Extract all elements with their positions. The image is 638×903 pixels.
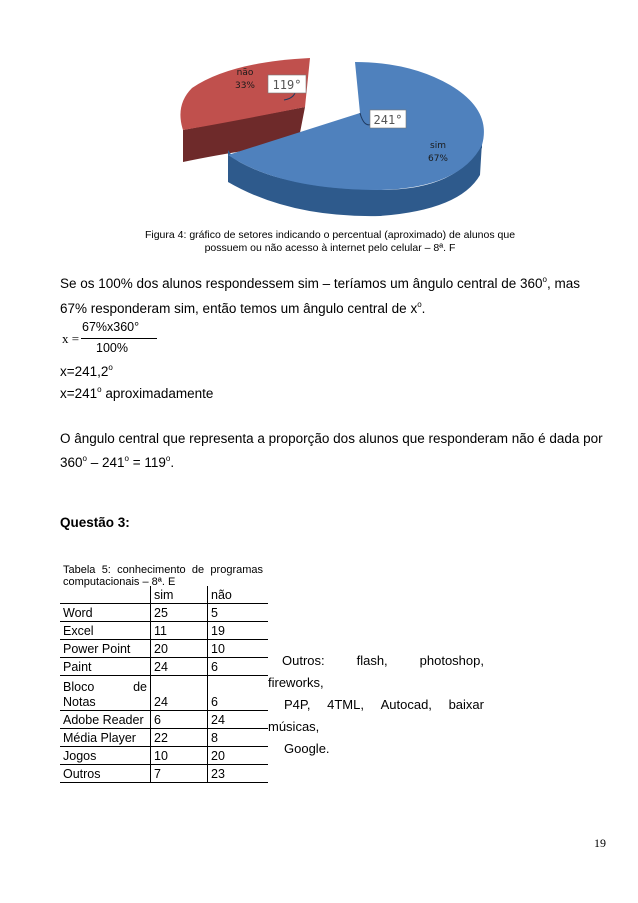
result-line2 <box>60 386 213 401</box>
table-row <box>60 676 268 711</box>
bloco-word: Bloco <box>63 680 95 694</box>
figure-caption-line1: Figura 4: gráfico de setores indicando o percentual (aproximado) de alunos que <box>144 229 516 241</box>
table-row <box>60 640 268 658</box>
text: x=241 <box>60 386 98 401</box>
table-cell: 6 <box>208 658 269 676</box>
table-row <box>60 658 268 676</box>
superscript: o <box>108 363 113 372</box>
table-caption <box>63 564 263 588</box>
table-cell: Outros <box>60 765 151 783</box>
angle-label-sim: 241° <box>373 113 403 127</box>
note-line: Google. <box>284 741 330 756</box>
table-cell: 7 <box>151 765 208 783</box>
text: aproximadamente <box>101 386 214 401</box>
table-row <box>60 765 268 783</box>
note-word: photoshop, <box>419 653 484 668</box>
table-cell: 5 <box>208 604 269 622</box>
table-cell: 10 <box>151 747 208 765</box>
superscript: o <box>82 454 87 463</box>
result-line1 <box>60 364 113 379</box>
text: x=241,2 <box>60 364 109 379</box>
page-number: 19 <box>594 836 606 850</box>
label-nao-pct: 33% <box>234 81 256 91</box>
text: 360 <box>60 455 83 470</box>
superscript: o <box>124 454 129 463</box>
table-cell: 20 <box>208 747 269 765</box>
note-word: P4P, <box>284 697 311 712</box>
table-cell: 11 <box>151 622 208 640</box>
table-cell: Excel <box>60 622 151 640</box>
note-word: flash, <box>356 653 388 668</box>
table-header-row <box>60 586 268 604</box>
data-table <box>60 586 268 783</box>
section-heading: Questão 3: <box>60 515 130 530</box>
table-cell: 6 <box>208 676 269 711</box>
text: Se os 100% dos alunos respondessem sim – teríamos um ângulo central de 360 <box>60 276 543 291</box>
superscript: o <box>97 385 102 394</box>
label-sim-pct: 67% <box>427 154 449 164</box>
text: . <box>170 455 175 470</box>
table-cell: 23 <box>208 765 269 783</box>
formula <box>62 320 152 360</box>
table-row <box>60 604 268 622</box>
header-cell: sim <box>151 586 208 604</box>
table-cell: Power Point <box>60 640 151 658</box>
text: = 119 <box>128 455 166 470</box>
paragraph2-line1: O ângulo central que representa a proporção dos alunos que responderam não é dada por <box>60 431 603 446</box>
table-cell: Paint <box>60 658 151 676</box>
table-cell: 20 <box>151 640 208 658</box>
table-row <box>60 747 268 765</box>
note-line: fireworks, <box>268 675 324 690</box>
formula-lhs: x = <box>62 331 80 346</box>
caption-word: programas <box>210 564 263 576</box>
note-word: 4TML, <box>327 697 364 712</box>
table-cell: 8 <box>208 729 269 747</box>
label-sim: sim <box>430 141 446 151</box>
table-row <box>60 711 268 729</box>
header-cell <box>60 586 151 604</box>
table-cell: 22 <box>151 729 208 747</box>
formula-denominator: 100% <box>96 341 128 355</box>
caption-word: Tabela <box>63 564 96 576</box>
paragraph1-line2 <box>60 301 425 316</box>
superscript: o <box>165 454 171 463</box>
table-cell: Jogos <box>60 747 151 765</box>
note-word: baixar <box>448 697 484 712</box>
paragraph1-line1 <box>60 276 580 291</box>
label-nao: não <box>236 68 254 78</box>
outros-note <box>268 650 484 760</box>
table-cell: 6 <box>151 711 208 729</box>
header-cell: não <box>208 586 269 604</box>
table-row <box>60 729 268 747</box>
caption-line2: computacionais – 8ª. E <box>63 576 176 588</box>
superscript: o <box>417 300 422 309</box>
pie-chart <box>170 50 500 222</box>
superscript: o <box>542 275 547 284</box>
table-cell: 19 <box>208 622 269 640</box>
table-cell: 24 <box>208 711 269 729</box>
figure-caption-line2: possuem ou não acesso à internet pelo celular – 8ª. F <box>204 242 456 254</box>
table-cell: 24 <box>151 658 208 676</box>
note-word: Outros: <box>282 653 325 668</box>
paragraph2-line2 <box>60 455 174 470</box>
note-line: músicas, <box>268 719 320 734</box>
table-cell: 10 <box>208 640 269 658</box>
table-cell: Adobe Reader <box>60 711 151 729</box>
angle-label-nao: 119° <box>272 78 302 92</box>
text: . <box>421 301 426 316</box>
table-cell: 24 <box>151 676 208 711</box>
text: – 241 <box>86 455 125 470</box>
notas-word: Notas <box>63 695 96 709</box>
caption-word: de <box>191 564 205 576</box>
bloco-word: de <box>133 680 147 694</box>
table-cell: Word <box>60 604 151 622</box>
figure-caption <box>60 229 600 255</box>
table-cell <box>60 676 151 711</box>
fraction-bar <box>81 338 157 339</box>
text: 67% responderam sim, então temos um ângulo central de x <box>60 301 418 316</box>
note-word: Autocad, <box>380 697 432 712</box>
caption-word: conhecimento <box>117 564 186 576</box>
table-cell: 25 <box>151 604 208 622</box>
formula-numerator: 67%x360° <box>82 320 140 334</box>
caption-word: 5: <box>101 564 111 576</box>
table-cell: Média Player <box>60 729 151 747</box>
text: , mas <box>546 276 580 291</box>
table-row <box>60 622 268 640</box>
